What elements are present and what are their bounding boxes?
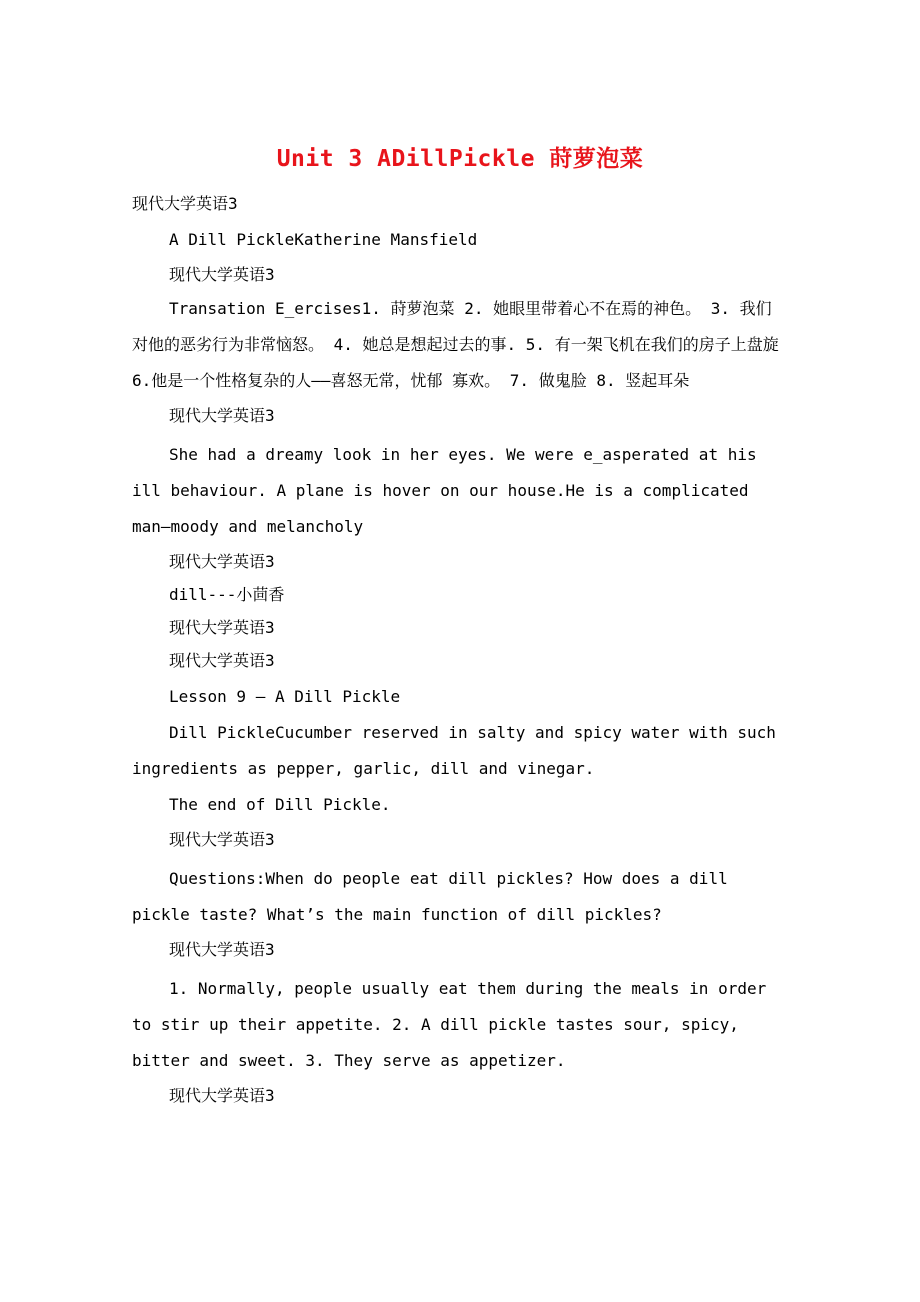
- paragraph: 现代大学英语3: [169, 406, 275, 425]
- paragraph: Questions:When do people eat dill pickles? How does a dill pickle taste? What’s the main function of dill pickles?: [132, 869, 728, 924]
- paragraph: Dill PickleCucumber reserved in salty and spicy water with such ingredients as pepper, garlic, dill and vinegar.: [132, 723, 776, 778]
- paragraph: 1. Normally, people usually eat them during the meals in order to stir up their appetite. 2. A dill pickle tastes sour, spicy, bitter and sweet. 3. They serve as appetizer.: [132, 979, 767, 1070]
- paragraph: 现代大学英语3: [169, 265, 275, 284]
- paragraph: She had a dreamy look in her eyes. We were e_asperated at his ill behaviour. A plane is hover on our house.He is a complicated man—moody and melancholy: [132, 445, 757, 536]
- paragraph: Lesson 9 – A Dill Pickle: [169, 687, 401, 706]
- paragraph: dill---小茴香: [169, 585, 285, 604]
- paragraph: 现代大学英语3: [169, 651, 275, 670]
- document-body: [132, 186, 782, 1112]
- paragraph: 现代大学英语3: [169, 940, 275, 959]
- paragraph: The end of Dill Pickle.: [169, 795, 391, 814]
- paragraph: 现代大学英语3: [169, 618, 275, 637]
- paragraph: 现代大学英语3: [169, 552, 275, 571]
- paragraph: 现代大学英语3: [132, 194, 238, 213]
- paragraph: Transation E_ercises1. 莳萝泡菜 2. 她眼里带着心不在焉的神色。 3. 我们对他的恶劣行为非常恼怒。 4. 她总是想起过去的事. 5. 有一架飞机在我们的房子上盘旋 6.他是一个性格复杂的人——喜怒无常，忧郁 寡欢。 7. 做鬼脸 8. 竖起耳朵: [132, 299, 779, 390]
- document-title: Unit 3 ADillPickle 莳萝泡菜: [276, 146, 644, 172]
- paragraph: 现代大学英语3: [169, 1086, 275, 1105]
- paragraph: A Dill PickleKatherine Mansfield: [169, 230, 478, 249]
- paragraph: 现代大学英语3: [169, 830, 275, 849]
